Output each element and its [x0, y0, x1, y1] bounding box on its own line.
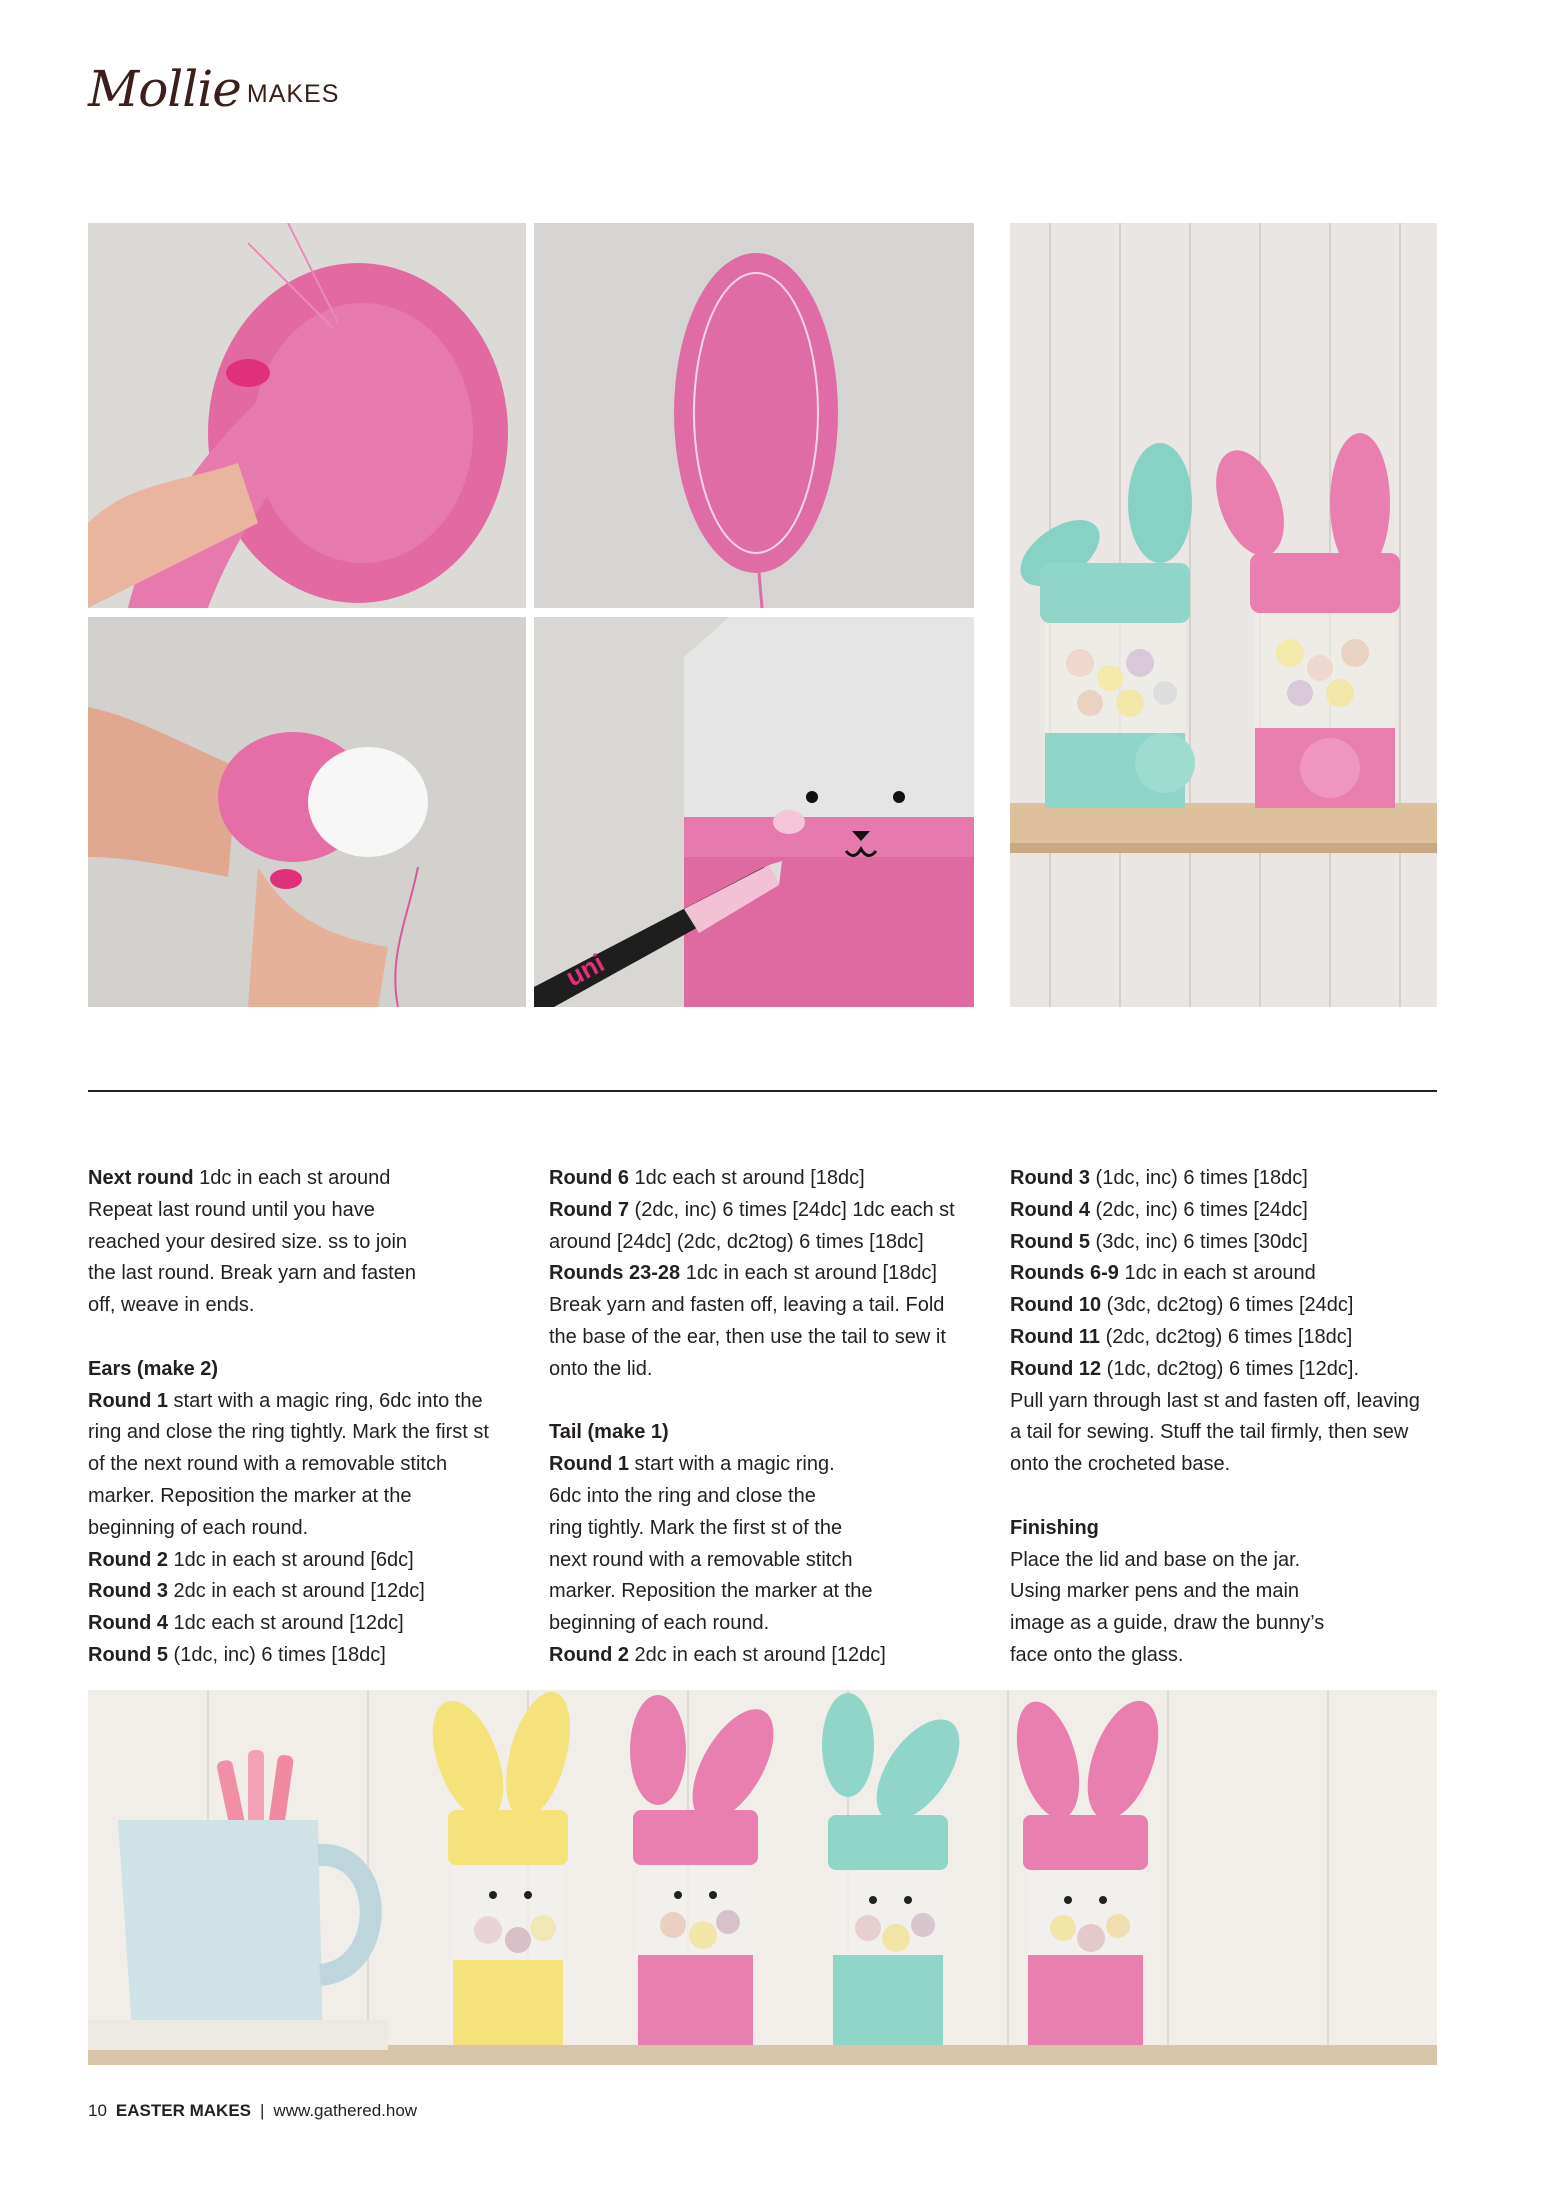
- logo-script: Mollie: [88, 60, 241, 118]
- instruction-text: marker. Reposition the marker at the: [549, 1580, 873, 1603]
- instruction-label: Rounds 23-28: [549, 1262, 681, 1285]
- instruction-line: [1010, 1227, 1450, 1259]
- instruction-line: [549, 1417, 989, 1449]
- instruction-line: [88, 1417, 528, 1449]
- instruction-text: (1dc, inc) 6 times [18dc]: [168, 1643, 386, 1666]
- instruction-line: [88, 1481, 528, 1513]
- instruction-text: ring tightly. Mark the first st of the: [549, 1516, 843, 1539]
- instruction-line: [1010, 1417, 1450, 1449]
- instruction-text: 1dc in each st around [6dc]: [168, 1548, 414, 1571]
- instruction-text: (1dc, inc) 6 times [18dc]: [1090, 1167, 1308, 1189]
- instruction-line: [549, 1513, 989, 1545]
- instruction-line: [88, 1386, 528, 1418]
- instruction-label: Round 4: [1010, 1198, 1090, 1221]
- instruction-line: [549, 1227, 989, 1259]
- section-name: EASTER MAKES: [115, 2101, 251, 2120]
- instruction-line: [549, 1576, 989, 1608]
- instruction-text: onto the lid.: [549, 1357, 653, 1380]
- instruction-line: [88, 1290, 528, 1322]
- instruction-label: Tail (make 1): [549, 1421, 669, 1444]
- instruction-label: Round 4: [88, 1612, 168, 1635]
- instructions-column-1: [88, 1163, 528, 1672]
- instruction-text: a tail for sewing. Stuff the tail firmly, then sew: [1010, 1421, 1409, 1444]
- instruction-line: [1010, 1354, 1450, 1386]
- instruction-line: [88, 1195, 528, 1227]
- instruction-text: marker. Reposition the marker at the: [88, 1484, 412, 1507]
- instruction-text: 1dc each st around [18dc]: [629, 1167, 865, 1189]
- instruction-line: [549, 1608, 989, 1640]
- instruction-line: [1010, 1322, 1450, 1354]
- instruction-text: around [24dc] (2dc, dc2tog) 6 times [18dc]: [549, 1230, 924, 1253]
- instruction-text: 1dc each st around [12dc]: [168, 1612, 404, 1635]
- instruction-line: [88, 1545, 528, 1577]
- website-link[interactable]: www.gathered.how: [273, 2101, 418, 2120]
- photo-pink-ear: [534, 223, 974, 608]
- instruction-text: onto the crocheted base.: [1010, 1453, 1231, 1476]
- magazine-logo: [88, 58, 340, 118]
- instruction-text: 1dc in each st around [18dc]: [680, 1262, 937, 1285]
- instruction-line: [88, 1163, 528, 1195]
- instruction-line: [88, 1227, 528, 1259]
- instruction-text: Pull yarn through last st and fasten off, leaving: [1010, 1389, 1420, 1412]
- instruction-line: [549, 1481, 989, 1513]
- instruction-text: Repeat last round until you have: [88, 1198, 375, 1221]
- instruction-line: [549, 1354, 989, 1386]
- instruction-text: face onto the glass.: [1010, 1643, 1184, 1666]
- instruction-line: [549, 1449, 989, 1481]
- instruction-label: Rounds 6-9: [1010, 1262, 1119, 1285]
- instructions-column-2: [549, 1163, 989, 1672]
- instruction-text: image as a guide, draw the bunny’s: [1010, 1612, 1325, 1635]
- instruction-line: [1010, 1545, 1450, 1577]
- instruction-text: (3dc, inc) 6 times [30dc]: [1090, 1230, 1308, 1253]
- instruction-label: Round 6: [549, 1167, 629, 1189]
- instruction-label: Round 11: [1010, 1325, 1101, 1348]
- instruction-line: [88, 1608, 528, 1640]
- instruction-text: (2dc, inc) 6 times [24dc]: [1090, 1198, 1308, 1221]
- instruction-label: Round 7: [549, 1198, 629, 1221]
- photo-two-bunny-jars-on-shelf: [1010, 223, 1437, 1007]
- instruction-text: start with a magic ring.: [629, 1453, 835, 1476]
- instruction-line: [549, 1195, 989, 1227]
- photo-stuffing-tail: [88, 617, 526, 1007]
- instruction-line: [549, 1163, 989, 1195]
- instruction-label: Round 5: [1010, 1230, 1090, 1253]
- instruction-line: [88, 1258, 528, 1290]
- instruction-label: Round 12: [1010, 1357, 1102, 1380]
- instruction-line: [1010, 1576, 1450, 1608]
- instruction-line: [549, 1545, 989, 1577]
- instruction-line: [549, 1640, 989, 1672]
- instruction-text: (1dc, dc2tog) 6 times [12dc].: [1101, 1357, 1360, 1380]
- paragraph-gap: [1010, 1481, 1450, 1513]
- instruction-line: [549, 1258, 989, 1290]
- instruction-label: Round 2: [549, 1643, 629, 1666]
- instruction-line: [1010, 1195, 1450, 1227]
- instruction-line: [549, 1290, 989, 1322]
- instruction-text: 1dc in each st around: [193, 1167, 391, 1189]
- instruction-line: [88, 1513, 528, 1545]
- instruction-text: beginning of each round.: [88, 1516, 309, 1539]
- marker-brand-label: uni: [560, 947, 610, 993]
- instruction-label: Round 2: [88, 1548, 168, 1571]
- instruction-text: 2dc in each st around [12dc]: [168, 1580, 425, 1603]
- instruction-line: [1010, 1258, 1450, 1290]
- instructions-column-3: [1010, 1163, 1450, 1672]
- instruction-text: start with a magic ring, 6dc into the: [168, 1389, 483, 1412]
- instruction-text: 6dc into the ring and close the: [549, 1484, 816, 1507]
- paragraph-gap: [88, 1322, 528, 1354]
- page-footer: [88, 2101, 417, 2121]
- instruction-label: Round 10: [1010, 1294, 1102, 1317]
- section-rule: [88, 1090, 1437, 1092]
- instruction-text: of the next round with a removable stitch: [88, 1453, 448, 1476]
- instruction-text: beginning of each round.: [549, 1612, 770, 1635]
- instruction-text: (2dc, dc2tog) 6 times [18dc]: [1100, 1325, 1353, 1348]
- instruction-line: [1010, 1386, 1450, 1418]
- instruction-text: 1dc in each st around: [1118, 1262, 1316, 1285]
- instruction-line: [549, 1322, 989, 1354]
- page-number: 10: [88, 2101, 107, 2120]
- instruction-text: reached your desired size. ss to join: [88, 1230, 408, 1253]
- instruction-line: [88, 1449, 528, 1481]
- instruction-line: [88, 1354, 528, 1386]
- instruction-line: [88, 1640, 528, 1672]
- photo-sewing-ear-to-head: [88, 223, 526, 608]
- photo-four-bunny-jars: [88, 1690, 1437, 2065]
- photo-drawing-face: [534, 617, 974, 1007]
- instruction-label: Round 3: [1010, 1167, 1090, 1189]
- instruction-line: [88, 1576, 528, 1608]
- logo-word: MAKES: [246, 80, 340, 108]
- paragraph-gap: [549, 1386, 989, 1418]
- instruction-label: Round 3: [88, 1580, 168, 1603]
- instruction-text: (3dc, dc2tog) 6 times [24dc]: [1101, 1294, 1354, 1317]
- instruction-text: ring and close the ring tightly. Mark the first st: [88, 1421, 489, 1444]
- instruction-text: off, weave in ends.: [88, 1294, 255, 1317]
- instruction-text: Place the lid and base on the jar.: [1010, 1548, 1301, 1571]
- instruction-label: Finishing: [1010, 1516, 1099, 1539]
- instruction-text: the last round. Break yarn and fasten: [88, 1262, 416, 1285]
- instruction-text: 2dc in each st around [12dc]: [629, 1643, 886, 1666]
- instruction-line: [1010, 1449, 1450, 1481]
- instruction-label: Next round: [88, 1167, 194, 1189]
- instruction-text: the base of the ear, then use the tail to sew it: [549, 1325, 946, 1348]
- instruction-label: Round 5: [88, 1643, 168, 1666]
- footer-separator: |: [260, 2101, 265, 2120]
- instruction-line: [1010, 1290, 1450, 1322]
- instruction-label: Round 1: [549, 1453, 629, 1476]
- instruction-line: [1010, 1513, 1450, 1545]
- instruction-text: Using marker pens and the main: [1010, 1580, 1300, 1603]
- instruction-text: next round with a removable stitch: [549, 1548, 853, 1571]
- instruction-line: [1010, 1163, 1450, 1195]
- instruction-line: [1010, 1640, 1450, 1672]
- instruction-label: Round 1: [88, 1389, 168, 1412]
- instruction-text: (2dc, inc) 6 times [24dc] 1dc each st: [629, 1198, 955, 1221]
- instruction-line: [1010, 1608, 1450, 1640]
- instruction-label: Ears (make 2): [88, 1357, 219, 1380]
- instruction-text: Break yarn and fasten off, leaving a tail. Fold: [549, 1294, 945, 1317]
